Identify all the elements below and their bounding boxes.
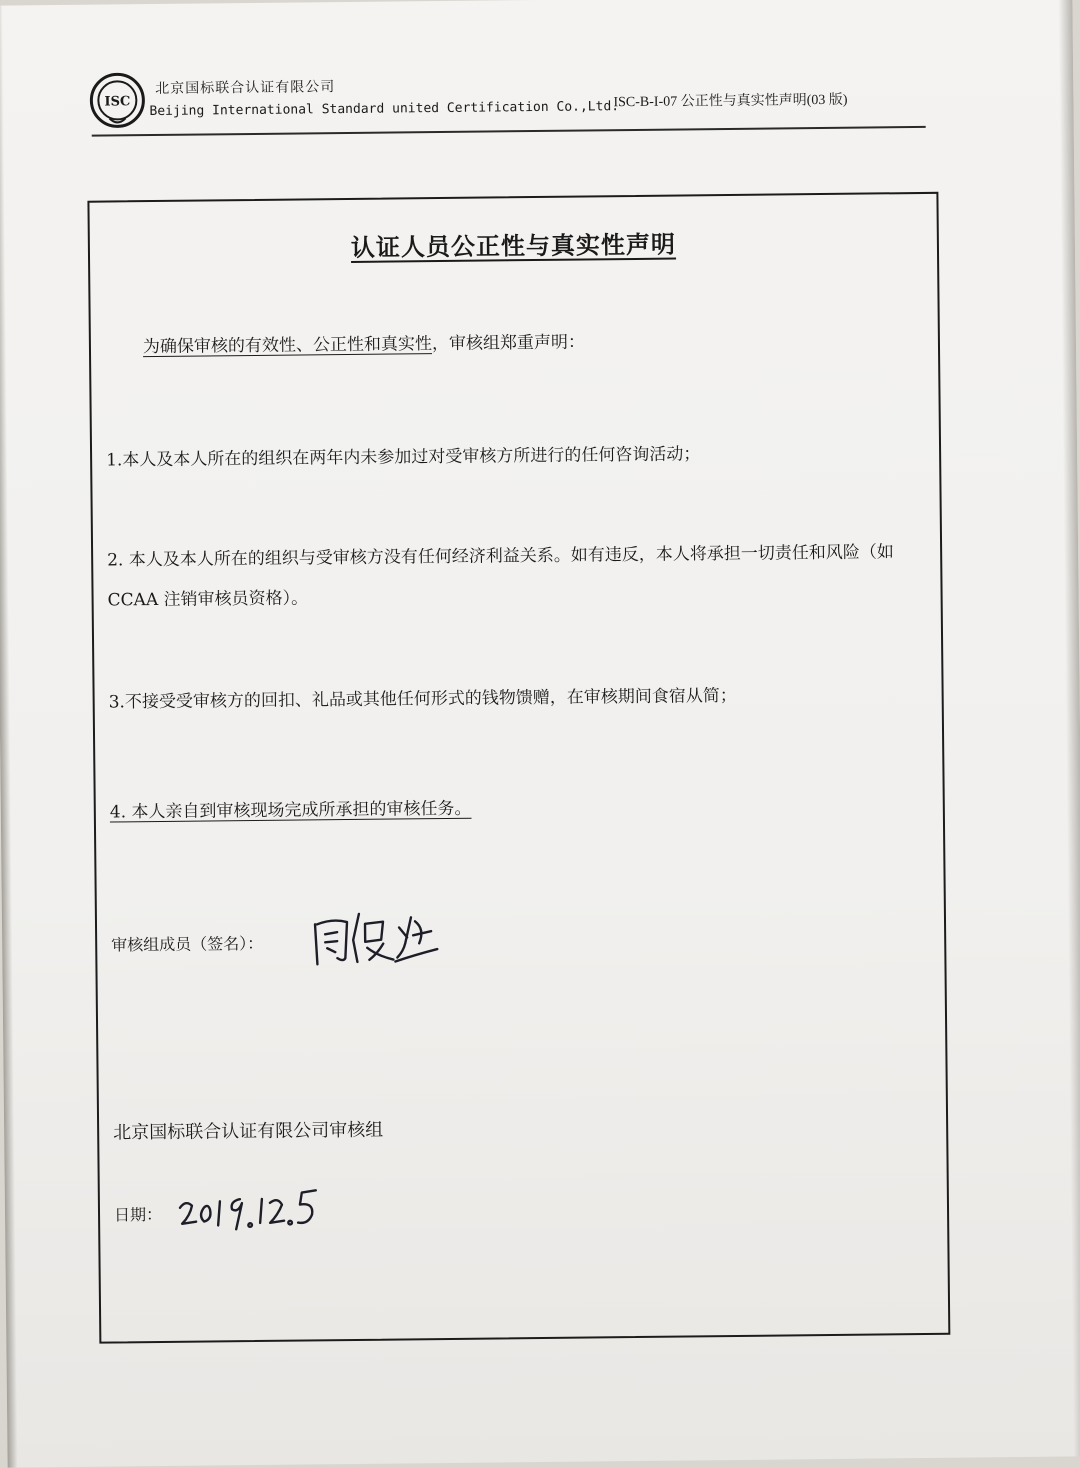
- title-text: 认证人员公正性与真实性声明: [350, 230, 677, 262]
- intro-underlined: 为确保审核的有效性、公正性和真实性: [142, 334, 433, 358]
- declaration-item-4-text: 4. 本人亲自到审核现场完成所承担的审核任务。: [109, 798, 472, 823]
- company-name-cn: 北京国标联合认证有限公司: [155, 79, 336, 97]
- date-label: 日期：: [113, 1204, 163, 1225]
- logo-text: ISC: [104, 94, 131, 110]
- declaration-item-2: 2. 本人及本人所在的组织与受审核方没有任何经济利益关系。如有违反，本人将承担一切责任和风险（如 CCAA 注销审核员资格）。: [107, 542, 894, 611]
- intro-paragraph: [143, 328, 585, 358]
- declaration-item-1: 1.本人及本人所在的组织在两年内未参加过对受审核方所进行的任何咨询活动；: [106, 444, 701, 471]
- document-code: ISC-B-I-07 公正性与真实性声明(03 版): [613, 92, 848, 111]
- company-name-en: Beijing International Standard united Certification Co.,Ltd.: [149, 99, 620, 120]
- declaration-item-4: [110, 784, 932, 833]
- handwritten-date-icon: [174, 1178, 325, 1234]
- audit-team-name: 北京国标联合认证有限公司审核组: [113, 1119, 384, 1144]
- declaration-item-3: 3.不接受受审核方的回扣、礼品或其他任何形式的钱物馈赠，在审核期间食宿从简；: [108, 685, 737, 713]
- intro-rest: ，审核组郑重声明：: [431, 332, 586, 355]
- isc-logo-icon: [89, 72, 146, 129]
- scan-edge-right: [1058, 0, 1080, 1456]
- scan-edge-left: [0, 6, 18, 1468]
- header-divider: [92, 126, 926, 137]
- page-title: [90, 222, 937, 266]
- declaration-frame: [87, 192, 950, 1344]
- handwritten-signature-icon: [307, 899, 448, 972]
- signer-label: 审核组成员（签名）：: [111, 933, 264, 955]
- letterhead: [89, 60, 926, 149]
